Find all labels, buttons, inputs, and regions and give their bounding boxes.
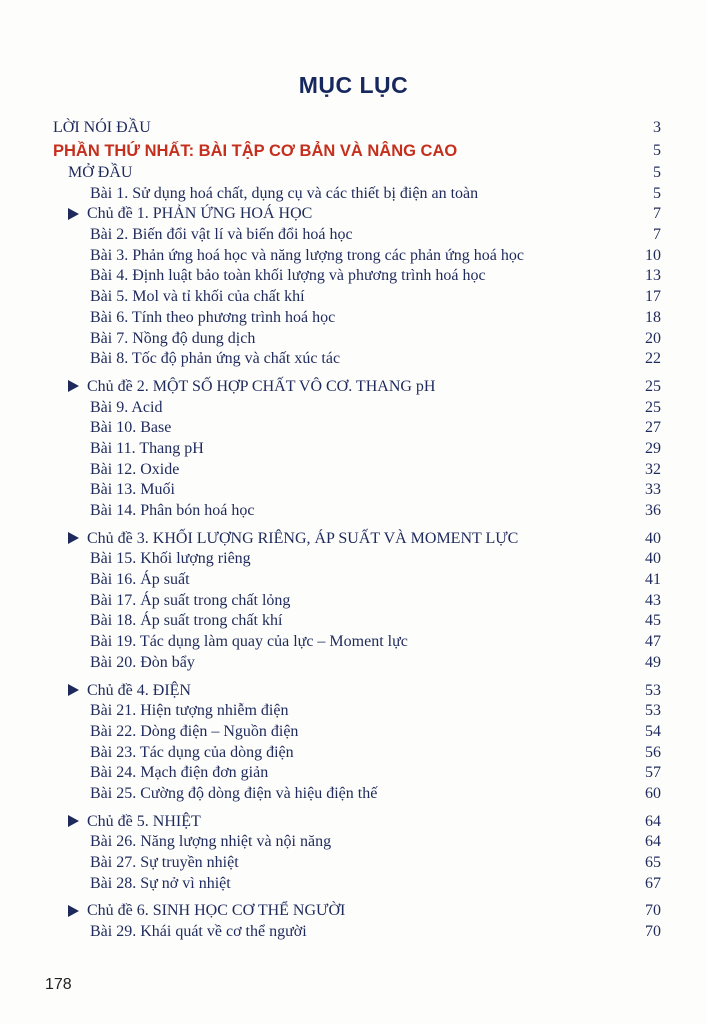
toc-lesson[interactable] (53, 570, 661, 591)
entry-label-wrap (90, 308, 335, 328)
entry-label: Bài 16. Áp suất (90, 571, 190, 589)
entry-label-wrap (90, 501, 254, 521)
page-number: 178 (45, 976, 72, 993)
entry-label: Chủ đề 2. MỘT SỐ HỢP CHẤT VÔ CƠ. THANG pH (87, 377, 436, 395)
toc-entry-intro[interactable] (53, 163, 661, 184)
toc-lesson[interactable] (53, 784, 661, 805)
toc-lesson[interactable] (53, 653, 661, 674)
entry-page: 40 (645, 550, 661, 568)
entry-page: 32 (645, 460, 661, 478)
toc-lesson[interactable] (53, 701, 661, 722)
entry-label: Bài 25. Cường độ dòng điện và hiệu điện thế (90, 784, 378, 802)
entry-label: Bài 1. Sử dụng hoá chất, dụng cụ và các thiết bị điện an toàn (90, 184, 479, 202)
entry-page: 64 (645, 812, 661, 830)
entry-page: 36 (645, 502, 661, 520)
entry-label-wrap (68, 681, 191, 701)
toc-topic[interactable] (53, 901, 661, 922)
entry-label: Bài 18. Áp suất trong chất khí (90, 612, 283, 630)
entry-label-wrap (68, 901, 345, 921)
toc-topic[interactable] (53, 680, 661, 701)
entry-label-wrap (90, 460, 179, 480)
entry-label-wrap (90, 480, 175, 500)
entry-label-wrap (90, 743, 294, 763)
entry-label-wrap (68, 204, 312, 224)
entry-page: 18 (645, 308, 661, 326)
entry-page: 13 (645, 267, 661, 285)
toc-lesson[interactable] (53, 349, 661, 370)
toc-lesson[interactable] (53, 501, 661, 522)
entry-label-wrap (90, 266, 486, 286)
entry-label: Bài 17. Áp suất trong chất lỏng (90, 591, 291, 609)
entry-label: Bài 2. Biến đổi vật lí và biến đổi hoá học (90, 226, 353, 244)
entry-page: 17 (645, 288, 661, 306)
entry-label: Bài 21. Hiện tượng nhiễm điện (90, 702, 289, 720)
toc-lesson[interactable] (53, 459, 661, 480)
entry-page: 25 (645, 398, 661, 416)
toc-topic[interactable] (53, 377, 661, 398)
entry-label-wrap (90, 418, 171, 438)
entry-page: 40 (645, 529, 661, 547)
toc-lesson[interactable] (53, 287, 661, 308)
entry-page: 43 (645, 591, 661, 609)
toc-lesson[interactable] (53, 632, 661, 653)
entry-label: Bài 3. Phản ứng hoá học và năng lượng trong các phản ứng hoá học (90, 246, 524, 264)
entry-label: Bài 10. Base (90, 419, 172, 437)
entry-label: Bài 6. Tính theo phương trình hoá học (90, 308, 336, 326)
entry-label-wrap (90, 184, 478, 204)
entry-label: Bài 11. Thang pH (90, 439, 204, 457)
entry-label-wrap (90, 287, 305, 307)
toc-lesson[interactable] (53, 763, 661, 784)
entry-page: 7 (653, 205, 661, 223)
entry-label: Chủ đề 1. PHẢN ỨNG HOÁ HỌC (87, 205, 313, 223)
entry-page: 7 (653, 226, 661, 244)
entry-page: 53 (645, 702, 661, 720)
triangle-bullet-icon (68, 380, 79, 392)
entry-label-wrap (90, 611, 282, 631)
entry-label-wrap (90, 763, 268, 783)
entry-label-wrap (90, 398, 162, 418)
toc-lesson[interactable] (53, 873, 661, 894)
entry-label: Bài 14. Phân bón hoá học (90, 502, 255, 520)
entry-label-wrap (90, 722, 298, 742)
toc-lesson[interactable] (53, 308, 661, 329)
entry-page: 54 (645, 722, 661, 740)
toc-lesson[interactable] (53, 328, 661, 349)
entry-label-wrap (90, 853, 239, 873)
entry-label-wrap (90, 439, 204, 459)
entry-page: 3 (653, 119, 661, 137)
entry-label: Bài 20. Đòn bẩy (90, 653, 195, 671)
toc-lesson[interactable] (53, 245, 661, 266)
entry-label: PHẦN THỨ NHẤT: BÀI TẬP CƠ BẢN VÀ NÂNG CAO (53, 141, 458, 160)
entry-label-wrap (90, 632, 408, 652)
toc-lesson[interactable] (53, 439, 661, 460)
entry-label: MỞ ĐẦU (68, 164, 133, 182)
entry-page: 57 (645, 764, 661, 782)
entry-page: 70 (645, 902, 661, 920)
entry-label: Bài 19. Tác dụng làm quay của lực – Moment lực (90, 633, 408, 651)
entry-page: 25 (645, 377, 661, 395)
entry-label-wrap (90, 349, 340, 369)
entry-label: Bài 26. Năng lượng nhiệt và nội năng (90, 833, 332, 851)
triangle-bullet-icon (68, 905, 79, 917)
entry-page: 70 (645, 923, 661, 941)
entry-page: 47 (645, 633, 661, 651)
entry-label-wrap (68, 812, 201, 832)
toc-entry-preface[interactable] (53, 118, 661, 139)
entry-label: Bài 28. Sự nở vì nhiệt (90, 874, 231, 892)
entry-page: 56 (645, 743, 661, 761)
entry-page: 64 (645, 833, 661, 851)
entry-label: Bài 27. Sự truyền nhiệt (90, 854, 239, 872)
toc-lesson[interactable] (53, 853, 661, 874)
toc-topic[interactable] (53, 811, 661, 832)
entry-label-wrap (90, 570, 190, 590)
toc-lesson[interactable] (53, 549, 661, 570)
entry-page: 45 (645, 612, 661, 630)
toc-lesson[interactable] (53, 183, 661, 204)
entry-page: 5 (653, 184, 661, 202)
entry-page: 5 (653, 164, 661, 182)
entry-label: Chủ đề 3. KHỐI LƯỢNG RIÊNG, ÁP SUẤT VÀ MOMENT LỰC (87, 529, 519, 547)
toc-lesson[interactable] (53, 832, 661, 853)
entry-page: 67 (645, 874, 661, 892)
entry-label: Bài 4. Định luật bảo toàn khối lượng và phương trình hoá học (90, 267, 486, 285)
page-title: MỤC LỤC (298, 72, 409, 98)
toc-lesson[interactable] (53, 480, 661, 501)
entry-page: 49 (645, 653, 661, 671)
entry-label: Bài 5. Mol và tỉ khối của chất khí (90, 288, 305, 306)
entry-label-wrap (90, 329, 255, 349)
entry-label: Bài 23. Tác dụng của dòng điện (90, 743, 294, 761)
entry-label-wrap (90, 591, 290, 611)
toc-lesson[interactable] (53, 722, 661, 743)
entry-page: 60 (645, 784, 661, 802)
triangle-bullet-icon (68, 684, 79, 696)
entry-page: 33 (645, 481, 661, 499)
triangle-bullet-icon (68, 208, 79, 220)
entry-label-wrap (68, 529, 518, 549)
entry-page: 65 (645, 854, 661, 872)
triangle-bullet-icon (68, 815, 79, 827)
entry-label: Chủ đề 6. SINH HỌC CƠ THỂ NGƯỜI (87, 902, 346, 920)
entry-label-wrap (90, 701, 288, 721)
entry-label-wrap (90, 874, 231, 894)
toc-entry-part1[interactable] (53, 139, 661, 163)
toc-lesson[interactable] (53, 590, 661, 611)
entry-label: Chủ đề 5. NHIỆT (87, 812, 201, 830)
toc-lesson[interactable] (53, 266, 661, 287)
entry-label-wrap (90, 225, 353, 245)
toc-topic[interactable] (53, 528, 661, 549)
entry-page: 53 (645, 681, 661, 699)
toc-lesson[interactable] (53, 922, 661, 943)
entry-page: 5 (653, 141, 661, 159)
entry-label-wrap (90, 549, 251, 569)
entry-page: 22 (645, 350, 661, 368)
entry-label: Bài 24. Mạch điện đơn giản (90, 764, 269, 782)
entry-label-wrap (90, 246, 524, 266)
entry-label-wrap (90, 922, 307, 942)
entry-label: LỜI NÓI ĐẦU (53, 119, 151, 137)
toc-lesson[interactable] (53, 397, 661, 418)
entry-label: Bài 22. Dòng điện – Nguồn điện (90, 722, 299, 740)
entry-label: Bài 13. Muối (90, 481, 175, 499)
entry-label: Chủ đề 4. ĐIỆN (87, 681, 191, 699)
entry-page: 27 (645, 419, 661, 437)
entry-label-wrap (90, 653, 195, 673)
entry-label: Bài 15. Khối lượng riêng (90, 550, 251, 568)
entry-page: 29 (645, 439, 661, 457)
triangle-bullet-icon (68, 532, 79, 544)
entry-label-wrap (68, 377, 435, 397)
toc-lesson[interactable] (53, 742, 661, 763)
entry-page: 10 (645, 246, 661, 264)
entry-page: 41 (645, 571, 661, 589)
toc-lesson[interactable] (53, 418, 661, 439)
toc-lesson[interactable] (53, 611, 661, 632)
entry-label: Bài 7. Nồng độ dung dịch (90, 329, 256, 347)
entry-label-wrap (90, 784, 377, 804)
entry-page: 20 (645, 329, 661, 347)
toc-lesson[interactable] (53, 225, 661, 246)
entry-label: Bài 29. Khái quát về cơ thể người (90, 923, 307, 941)
table-of-contents (53, 118, 661, 942)
entry-label: Bài 12. Oxide (90, 460, 180, 478)
entry-label: Bài 9. Acid (90, 398, 163, 416)
toc-topic[interactable] (53, 204, 661, 225)
entry-label-wrap (90, 832, 331, 852)
entry-label: Bài 8. Tốc độ phản ứng và chất xúc tác (90, 350, 341, 368)
